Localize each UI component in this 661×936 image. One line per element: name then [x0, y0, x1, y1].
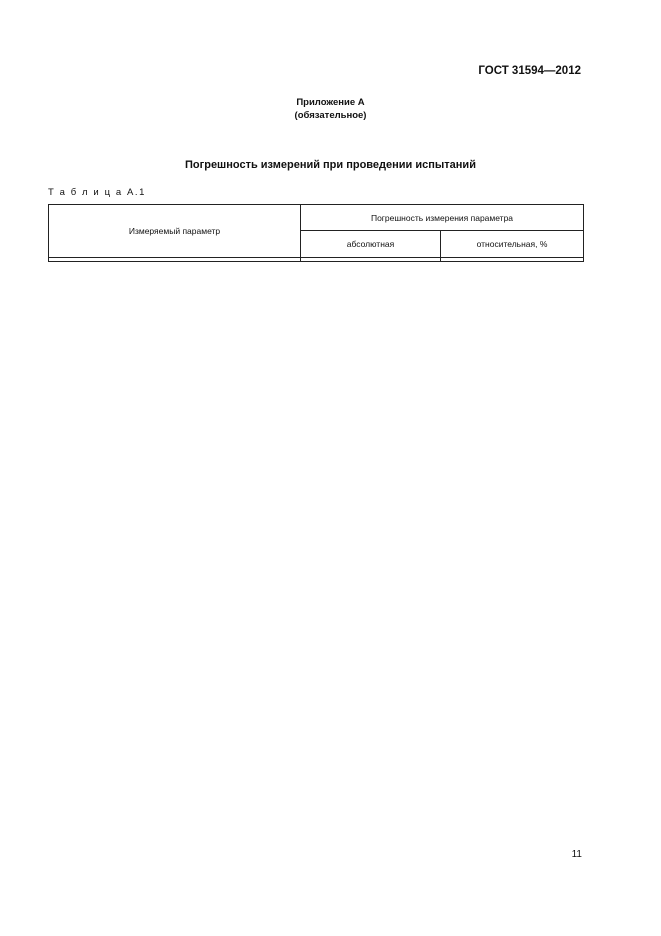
- appendix-status: (обязательное): [294, 110, 367, 121]
- absolute-column: [301, 258, 441, 262]
- relative-column: [441, 258, 584, 262]
- measurement-error-table: [48, 204, 584, 262]
- parameter-column: [49, 258, 301, 262]
- standard-number: ГОСТ 31594—2012: [478, 65, 581, 77]
- table-caption: Т а б л и ц а А.1: [48, 187, 147, 198]
- header-relative: относительная, %: [441, 231, 584, 258]
- header-parameter: Измеряемый параметр: [49, 205, 301, 258]
- header-absolute: абсолютная: [301, 231, 441, 258]
- header-error-group: Погрешность измерения параметра: [301, 205, 584, 231]
- document-title: Погрешность измерений при проведении испытаний: [185, 159, 476, 171]
- page-number: 11: [571, 849, 582, 860]
- appendix-title: Приложение А: [296, 97, 365, 108]
